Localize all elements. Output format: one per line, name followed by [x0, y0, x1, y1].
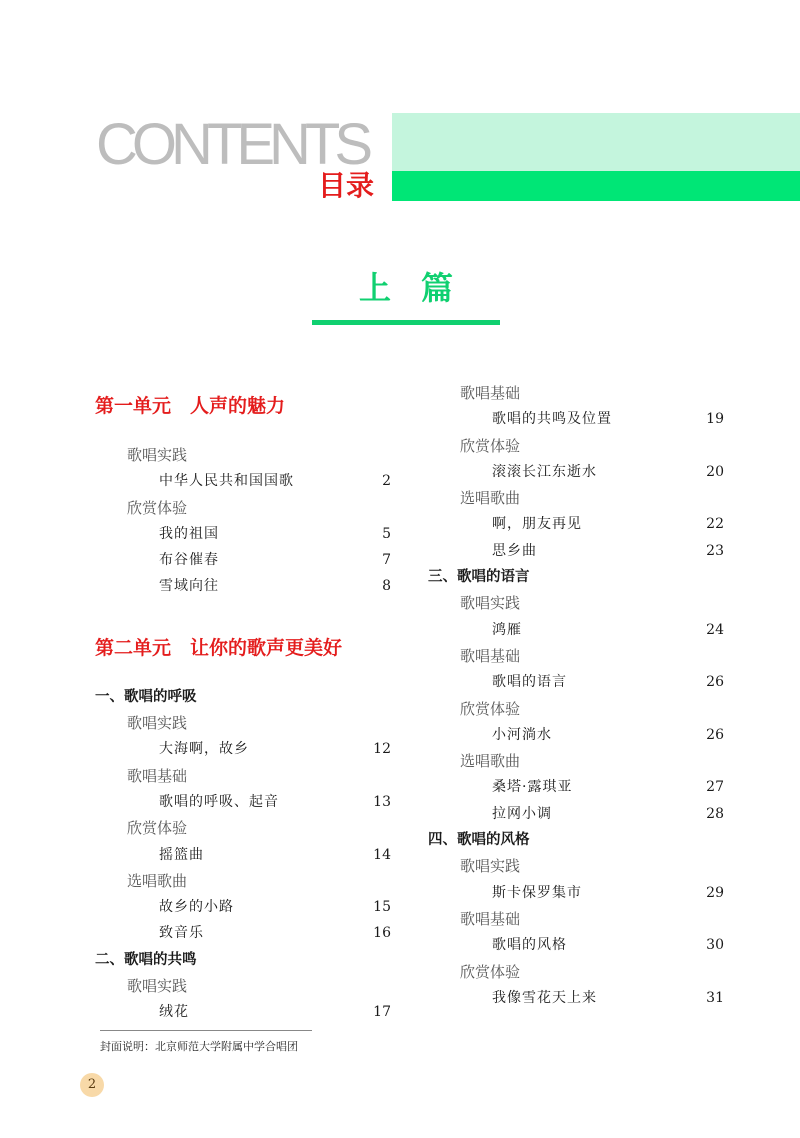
heading-text: 歌唱实践: [127, 446, 188, 464]
page-number-badge: 2: [80, 1073, 104, 1097]
chinese-title: 目录: [318, 169, 375, 202]
toc-right-column: [428, 380, 728, 1011]
category-label: [95, 815, 395, 841]
section-heading: [95, 684, 395, 710]
toc-entry-page: 30: [706, 937, 724, 954]
toc-entry-page: 31: [706, 989, 724, 1006]
cover-footnote: 封面说明：北京师范大学附属中学合唱团: [100, 1040, 298, 1053]
contents-header: [0, 110, 800, 210]
toc-entry-page: 7: [382, 552, 391, 569]
toc-entry[interactable]: [428, 669, 728, 695]
heading-text: 三、歌唱的语言: [428, 569, 530, 586]
toc-entry[interactable]: [428, 722, 728, 748]
unit-spacer: [95, 428, 395, 442]
toc-entry-title: 歌唱的语言: [492, 674, 567, 691]
toc-entry-page: 27: [706, 779, 724, 796]
toc-entry-title: 我的祖国: [159, 525, 219, 542]
toc-entry-page: 13: [373, 793, 391, 810]
footnote-rule: [100, 1030, 312, 1031]
heading-text: 欣赏体验: [460, 962, 521, 981]
toc-entry-page: 28: [706, 805, 724, 822]
toc-entry-title: 布谷催春: [159, 552, 219, 569]
toc-entry[interactable]: [95, 789, 395, 815]
category-label: [428, 433, 728, 459]
heading-text: 选唱歌曲: [460, 489, 521, 508]
toc-entry-page: 20: [706, 463, 724, 480]
unit-heading: [95, 622, 395, 670]
heading-text: 第一单元 人声的魅力: [95, 395, 286, 417]
toc-entry-title: 摇篮曲: [159, 846, 204, 863]
toc-entry-page: 12: [373, 741, 391, 758]
heading-text: 歌唱实践: [460, 594, 521, 613]
toc-entry-title: 我像雪花天上来: [492, 989, 597, 1006]
header-dark-bar: [392, 171, 800, 201]
heading-text: 歌唱基础: [460, 646, 521, 665]
heading-text: 欣赏体验: [127, 498, 188, 517]
part-title-underline: [312, 320, 500, 325]
unit-heading: [95, 380, 395, 428]
heading-text: 欣赏体验: [460, 436, 521, 455]
heading-text: 选唱歌曲: [127, 871, 188, 890]
part-title: 上篇: [358, 269, 483, 307]
english-title: CONTENTS: [96, 112, 367, 177]
toc-entry-title: 歌唱的共鸣及位置: [492, 411, 612, 428]
toc-entry-title: 滚滚长江东逝水: [492, 463, 597, 480]
toc-entry-page: 26: [706, 726, 724, 743]
toc-entry[interactable]: [428, 801, 728, 827]
section-heading: [428, 564, 728, 590]
category-label: [428, 643, 728, 669]
category-label: [428, 485, 728, 511]
category-label: [428, 590, 728, 616]
category-label: [428, 748, 728, 774]
toc-entry-title: 故乡的小路: [159, 899, 234, 916]
toc-entry[interactable]: [428, 459, 728, 485]
heading-text: 欣赏体验: [460, 699, 521, 718]
toc-entry-page: 29: [706, 884, 724, 901]
toc-entry-page: 8: [382, 578, 391, 595]
toc-entry-page: 16: [373, 925, 391, 942]
toc-entry[interactable]: [428, 406, 728, 432]
toc-entry-page: 14: [373, 846, 391, 863]
category-label: [95, 495, 395, 521]
heading-text: 歌唱实践: [460, 857, 521, 876]
toc-entry-page: 17: [373, 1004, 391, 1021]
category-label: [428, 380, 728, 406]
heading-text: 歌唱基础: [460, 909, 521, 928]
heading-text: 歌唱基础: [460, 384, 521, 402]
toc-entry[interactable]: [95, 736, 395, 762]
toc-entry-title: 思乡曲: [492, 542, 537, 559]
toc-entry[interactable]: [428, 985, 728, 1011]
toc-entry-title: 大海啊，故乡: [159, 741, 249, 758]
toc-entry-page: 2: [382, 473, 391, 490]
heading-text: 歌唱实践: [127, 977, 188, 996]
category-label: [95, 442, 395, 468]
toc-entry[interactable]: [428, 538, 728, 564]
toc-entry-title: 斯卡保罗集市: [492, 884, 582, 901]
section-heading: [428, 827, 728, 853]
heading-text: 歌唱基础: [127, 766, 188, 785]
toc-entry[interactable]: [428, 617, 728, 643]
toc-entry[interactable]: [95, 468, 395, 494]
toc-entry[interactable]: [95, 573, 395, 599]
toc-entry[interactable]: [428, 511, 728, 537]
category-label: [95, 973, 395, 999]
toc-entry-title: 雪域向往: [159, 578, 219, 595]
toc-entry-page: 22: [706, 516, 724, 533]
category-label: [428, 853, 728, 879]
category-label: [95, 868, 395, 894]
heading-text: 二、歌唱的共鸣: [95, 951, 197, 968]
heading-text: 第二单元 让你的歌声更美好: [95, 636, 343, 659]
toc-entry-page: 15: [373, 899, 391, 916]
toc-entry-page: 24: [706, 621, 724, 638]
toc-entry[interactable]: [428, 880, 728, 906]
toc-entry-title: 中华人民共和国国歌: [159, 473, 294, 490]
heading-text: 四、歌唱的风格: [428, 832, 530, 849]
toc-left-column: [95, 380, 395, 1026]
toc-entry[interactable]: [95, 999, 395, 1025]
toc-entry[interactable]: [95, 894, 395, 920]
heading-text: 欣赏体验: [127, 819, 188, 838]
toc-entry-title: 桑塔·露琪亚: [492, 779, 573, 796]
heading-text: 歌唱实践: [127, 714, 188, 733]
category-label: [428, 959, 728, 985]
toc-entry-page: 5: [382, 525, 391, 542]
toc-entry-title: 拉网小调: [492, 805, 552, 822]
toc-entry[interactable]: [428, 932, 728, 958]
category-label: [95, 763, 395, 789]
toc-entry-title: 鸿雁: [492, 621, 522, 638]
heading-text: 选唱歌曲: [460, 752, 521, 771]
heading-text: 一、歌唱的呼吸: [95, 688, 197, 705]
toc-entry-title: 歌唱的风格: [492, 937, 567, 954]
toc-entry-title: 致音乐: [159, 925, 204, 942]
category-label: [95, 710, 395, 736]
toc-entry-title: 啊，朋友再见: [492, 516, 582, 533]
unit-spacer: [95, 670, 395, 684]
toc-entry[interactable]: [95, 842, 395, 868]
toc-entry[interactable]: [95, 547, 395, 573]
toc-entry-title: 歌唱的呼吸、起音: [159, 793, 279, 810]
toc-entry-page: 26: [706, 674, 724, 691]
section-heading: [95, 947, 395, 973]
category-label: [428, 696, 728, 722]
toc-entry[interactable]: [95, 920, 395, 946]
toc-entry[interactable]: [95, 521, 395, 547]
toc-entry-page: 23: [706, 542, 724, 559]
category-label: [428, 906, 728, 932]
toc-entry-title: 小河淌水: [492, 726, 552, 743]
toc-entry-page: 19: [706, 411, 724, 428]
toc-entry-title: 绒花: [159, 1004, 189, 1021]
toc-entry[interactable]: [428, 774, 728, 800]
